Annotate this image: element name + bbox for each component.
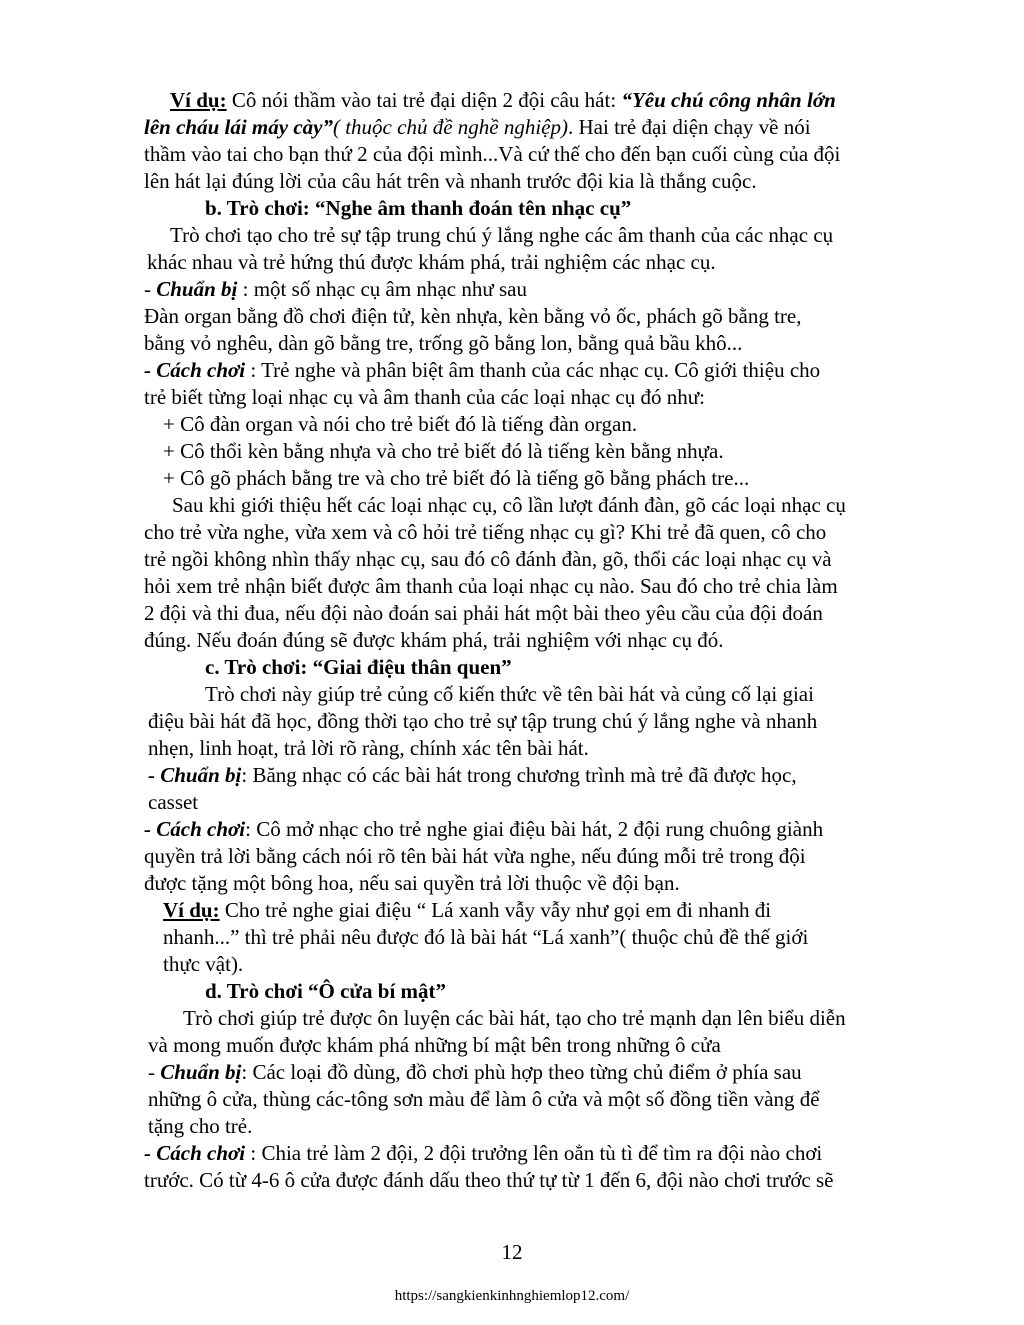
text-line: điệu bài hát đã học, đồng thời tạo cho trẻ sự tập trung chú ý lắng nghe và nhanh (148, 709, 818, 733)
text-line: trẻ biết từng loại nhạc cụ và âm thanh của các loại nhạc cụ đó như: (144, 385, 705, 409)
list-item: + Cô đàn organ và nói cho trẻ biết đó là tiếng đàn organ. (163, 412, 638, 436)
text-line: - Cách chơi : Chia trẻ làm 2 đội, 2 đội trưởng lên oẳn tù tì để tìm ra đội nào chơi (144, 1141, 823, 1165)
text-line: Trò chơi tạo cho trẻ sự tập trung chú ý lắng nghe các âm thanh của các nhạc cụ (170, 223, 834, 247)
text-line: Đàn organ bằng đồ chơi điện tử, kèn nhựa, kèn bằng vỏ ốc, phách gõ bằng tre, (144, 304, 802, 328)
text-line: thực vật). (163, 952, 244, 976)
text-line: và mong muốn được khám phá những bí mật bên trong những ô cửa (148, 1033, 721, 1057)
text-line: quyền trả lời bằng cách nói rõ tên bài hát vừa nghe, nếu đúng mỗi trẻ trong đội (144, 844, 806, 868)
text-line: đúng. Nếu đoán đúng sẽ được khám phá, trải nghiệm với nhạc cụ đó. (144, 628, 724, 652)
text-line: những ô cửa, thùng các-tông sơn màu để làm ô cửa và một số đồng tiền vàng để (148, 1087, 820, 1111)
text-line: tặng cho trẻ. (148, 1114, 253, 1138)
text-line: 2 đội và thi đua, nếu đội nào đoán sai phải hát một bài theo yêu cầu của đội đoán (144, 601, 823, 625)
example-label: Ví dụ: (163, 898, 220, 922)
text-line: trước. Có từ 4-6 ô cửa được đánh dấu theo thứ tự từ 1 đến 6, đội nào chơi trước sẽ (144, 1168, 834, 1192)
text-line: trẻ ngồi không nhìn thấy nhạc cụ, sau đó cô đánh đàn, gõ, thổi các loại nhạc cụ và (144, 547, 832, 571)
text-line: Trò chơi giúp trẻ được ôn luyện các bài hát, tạo cho trẻ mạnh dạn lên biểu diễn (183, 1006, 846, 1030)
text-line: khác nhau và trẻ hứng thú được khám phá, trải nghiệm các nhạc cụ. (147, 250, 716, 274)
section-heading-b: b. Trò chơi: “Nghe âm thanh đoán tên nhạc cụ” (205, 196, 632, 220)
section-heading-d: d. Trò chơi “Ô cửa bí mật” (205, 979, 447, 1003)
text-line: casset (148, 790, 199, 814)
text-line: Ví dụ: Cho trẻ nghe giai điệu “ Lá xanh vẫy vẫy như gọi em đi nhanh đi (163, 898, 772, 922)
text-line: Ví dụ: Cô nói thầm vào tai trẻ đại diện 2 đội câu hát: “Yêu chú công nhân lớn (170, 88, 836, 112)
section-heading-c: c. Trò chơi: “Giai điệu thân quen” (205, 655, 512, 679)
text-line: - Cách chơi: Cô mở nhạc cho trẻ nghe giai điệu bài hát, 2 đội rung chuông giành (144, 817, 824, 841)
text-line: cho trẻ vừa nghe, vừa xem và cô hỏi trẻ tiếng nhạc cụ gì? Khi trẻ đã quen, cô cho (144, 520, 827, 544)
list-item: + Cô thổi kèn bằng nhựa và cho trẻ biết đó là tiếng kèn bằng nhựa. (163, 439, 724, 463)
text-line: bằng vỏ nghêu, dàn gõ bằng tre, trống gõ bằng lon, bằng quả bầu khô... (144, 331, 743, 355)
text-line: - Chuẩn bị: Băng nhạc có các bài hát trong chương trình mà trẻ đã được học, (148, 763, 797, 787)
text-line: - Cách chơi : Trẻ nghe và phân biệt âm thanh của các nhạc cụ. Cô giới thiệu cho (144, 358, 821, 382)
page-number: 12 (501, 1240, 523, 1264)
list-item: + Cô gõ phách bằng tre và cho trẻ biết đó là tiếng gõ bằng phách tre... (163, 466, 750, 490)
text-line: Sau khi giới thiệu hết các loại nhạc cụ, cô lần lượt đánh đàn, gõ các loại nhạc cụ (172, 493, 846, 517)
text-line: nhẹn, linh hoạt, trả lời rõ ràng, chính xác tên bài hát. (148, 736, 589, 760)
footer-url[interactable]: https://sangkienkinhnghiemlop12.com/ (394, 1288, 630, 1304)
text-line: lên cháu lái máy cày”( thuộc chủ đề nghề nghiệp). Hai trẻ đại diện chạy về nói (144, 115, 811, 139)
text-line: Trò chơi này giúp trẻ củng cố kiến thức về tên bài hát và củng cố lại giai (205, 682, 814, 706)
text-line: lên hát lại đúng lời của câu hát trên và nhanh trước đội kia là thắng cuộc. (144, 169, 757, 193)
text-line: hỏi xem trẻ nhận biết được âm thanh của loại nhạc cụ nào. Sau đó cho trẻ chia làm (144, 574, 838, 598)
text-line: - Chuẩn bị : một số nhạc cụ âm nhạc như sau (144, 277, 527, 301)
text-line: thầm vào tai cho bạn thứ 2 của đội mình...Và cứ thế cho đến bạn cuối cùng của đội (144, 142, 841, 166)
text-line: - Chuẩn bị: Các loại đồ dùng, đồ chơi phù hợp theo từng chủ điểm ở phía sau (148, 1060, 802, 1084)
example-label: Ví dụ: (170, 88, 227, 112)
text-line: nhanh...” thì trẻ phải nêu được đó là bài hát “Lá xanh”( thuộc chủ đề thế giới (163, 925, 809, 949)
text-line: được tặng một bông hoa, nếu sai quyền trả lời thuộc về đội bạn. (144, 871, 680, 895)
